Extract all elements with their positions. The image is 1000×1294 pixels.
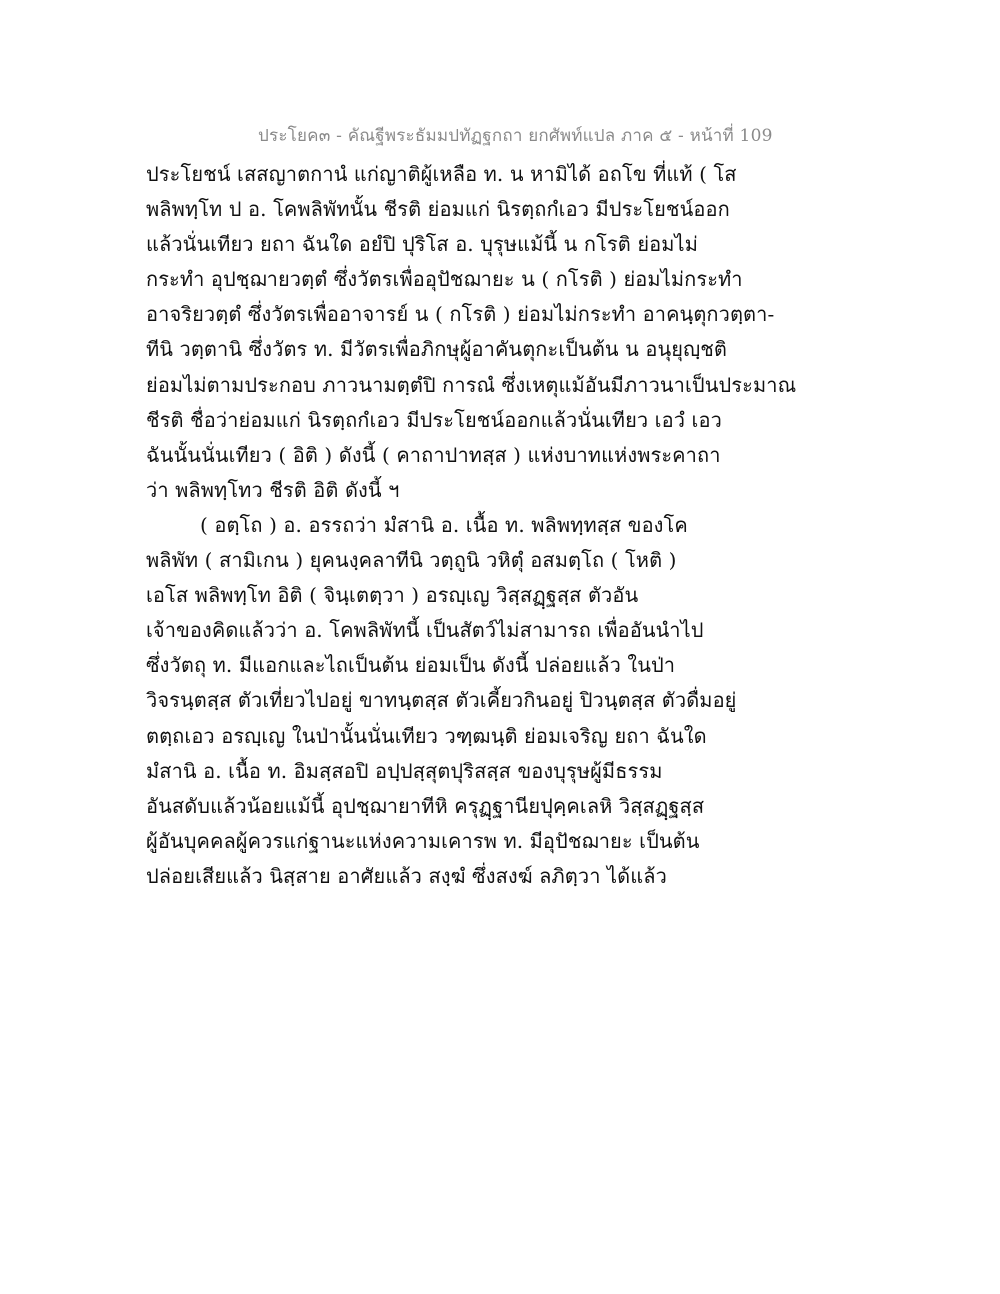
text-line: ทีนิ วตฺตานิ ซึ่งวัตร ท. มีวัตรเพื่อภิกษุผู้อาคันตุกะเป็นต้น น อนุยุญฺชติ bbox=[146, 337, 727, 362]
text-line: ผู้อันบุคคลผู้ควรแก่ฐานะแห่งความเคารพ ท. มีอุปัชฌายะ เป็นต้น bbox=[146, 828, 700, 853]
text-line: พลิพทฺโท ป อ. โคพลิพัทนั้น ชีรติ ย่อมแก่ นิรตฺถกํเอว มีประโยชน์ออก bbox=[146, 197, 730, 222]
text-line: ประโยชน์ เสสญาตกานํ แก่ญาติผู้เหลือ ท. น หามิได้ อถโข ที่แท้ ( โส bbox=[146, 162, 737, 186]
text-line: ปล่อยเสียแล้ว นิสฺสาย อาศัยแล้ว สงฺฆํ ซึ่งสงฆ์ ลภิตฺวา ได้แล้ว bbox=[146, 863, 667, 888]
text-line: มํสานิ อ. เนื้อ ท. อิมสฺสอปิ อปฺปสฺสุตปุริสสฺส ของบุรุษผู้มีธรรม bbox=[146, 758, 663, 783]
text-line: ชีรติ ชื่อว่าย่อมแก่ นิรตฺถกํเอว มีประโยชน์ออกแล้วนั่นเทียว เอวํ เอว bbox=[146, 407, 722, 432]
text-line: เอโส พลิพทฺโท อิติ ( จินฺเตตฺวา ) อรญฺเญ วิสฺสฏฺฐสฺส ตัวอัน bbox=[146, 583, 639, 608]
text-line: วิจรนฺตสฺส ตัวเที่ยวไปอยู่ ขาทนฺตสฺส ตัวเคี้ยวกินอยู่ ปิวนฺตสฺส ตัวดื่มอยู่ bbox=[146, 688, 737, 713]
text-line: พลิพัท ( สามิเกน ) ยุคนงฺคลาทีนิ วตฺถูนิ วหิตุํ อสมตฺโถ ( โหติ ) bbox=[146, 548, 677, 573]
text-line: ตตฺถเอว อรญฺเญ ในป่านั้นนั่นเทียว วฑฺฒนฺติ ย่อมเจริญ ยถา ฉันใด bbox=[146, 723, 707, 748]
text-line: อันสดับแล้วน้อยแม้นี้ อุปชฺฌายาทีหิ ครุฏฺฐานียปุคฺคเลหิ วิสฺสฏฺฐสฺส bbox=[146, 793, 705, 818]
text-line: ซึ่งวัตถุ ท. มีแอกและไถเป็นต้น ย่อมเป็น ดังนี้ ปล่อยแล้ว ในป่า bbox=[146, 653, 676, 678]
text-line: ฉันนั้นนั่นเทียว ( อิติ ) ดังนี้ ( คาถาปาทสฺส ) แห่งบาทแห่งพระคาถา bbox=[146, 442, 721, 467]
paragraph-start-line: ( อตฺโถ ) อ. อรรถว่า มํสานิ อ. เนื้อ ท. พลิพทฺทสฺส ของโค bbox=[200, 512, 688, 537]
text-line: เจ้าของคิดแล้วว่า อ. โคพลิพัทนี้ เป็นสัตว์ไม่สามารถ เพื่ออันนำไป bbox=[146, 618, 704, 643]
running-header: ประโยค๓ - คัณฐีพระธัมมปทัฏฐกถา ยกศัพท์แปล ภาค ๕ - หน้าที่ 109 bbox=[258, 126, 773, 146]
text-line: กระทำ อุปชฺฌายวตฺตํ ซึ่งวัตรเพื่ออุปัชฌายะ น ( กโรติ ) ย่อมไม่กระทำ bbox=[146, 267, 743, 292]
text-line: แล้วนั่นเทียว ยถา ฉันใด อยํปิ ปุริโส อ. บุรุษแม้นี้ น กโรติ ย่อมไม่ bbox=[146, 232, 698, 257]
text-line: อาจริยวตฺตํ ซึ่งวัตรเพื่ออาจารย์ น ( กโรติ ) ย่อมไม่กระทำ อาคนฺตุกวตฺตา- bbox=[146, 302, 775, 327]
text-line: ว่า พลิพทฺโทว ชีรติ อิติ ดังนี้ ฯ bbox=[146, 477, 400, 502]
text-line: ย่อมไม่ตามประกอบ ภาวนามตฺตํปิ การณํ ซึ่งเหตุแม้อันมีภาวนาเป็นประมาณ bbox=[146, 372, 797, 397]
body-text bbox=[146, 157, 797, 894]
